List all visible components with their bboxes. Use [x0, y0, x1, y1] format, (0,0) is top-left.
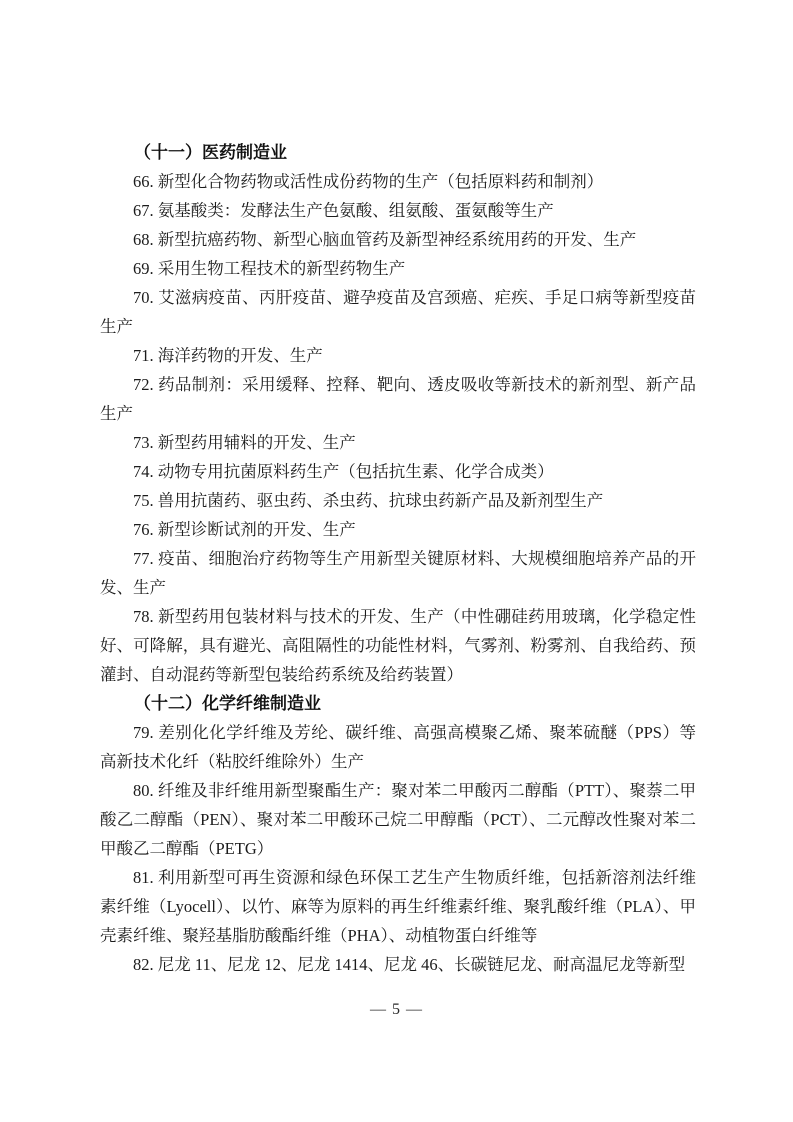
- catalog-item-66: 66. 新型化合物药物或活性成份药物的生产（包括原料药和制剂）: [133, 172, 604, 191]
- catalog-item-68: 68. 新型抗癌药物、新型心脑血管药及新型神经系统用药的开发、生产: [133, 230, 637, 249]
- catalog-item-76: 76. 新型诊断试剂的开发、生产: [133, 520, 356, 539]
- page-number: — 5 —: [370, 1001, 423, 1018]
- section-heading-chem-fiber: （十二）化学纤维制造业: [134, 694, 321, 713]
- catalog-item-80: 80. 纤维及非纤维用新型聚酯生产：聚对苯二甲酸丙二醇酯（PTT）、聚萘二甲酸乙二醇酯（PEN）、聚对苯二甲酸环己烷二甲醇酯（PCT）、二元醇改性聚对苯二甲酸乙二醇酯（PETG）: [100, 781, 696, 858]
- catalog-item-75: 75. 兽用抗菌药、驱虫药、杀虫药、抗球虫药新产品及新剂型生产: [133, 491, 604, 510]
- catalog-item-71: 71. 海洋药物的开发、生产: [133, 346, 323, 365]
- catalog-item-67: 67. 氨基酸类：发酵法生产色氨酸、组氨酸、蛋氨酸等生产: [133, 201, 554, 220]
- catalog-item-78: 78. 新型药用包装材料与技术的开发、生产（中性硼硅药用玻璃，化学稳定性好、可降解，具有避光、高阻隔性的功能性材料，气雾剂、粉雾剂、自我给药、预灌封、自动混药等新型包装给药系统及给药装置）: [100, 607, 696, 684]
- document-content: [100, 138, 696, 979]
- catalog-item-82: 82. 尼龙 11、尼龙 12、尼龙 1414、尼龙 46、长碳链尼龙、耐高温尼龙等新型: [133, 955, 686, 974]
- catalog-item-73: 73. 新型药用辅料的开发、生产: [133, 433, 356, 452]
- catalog-item-77: 77. 疫苗、细胞治疗药物等生产用新型关键原材料、大规模细胞培养产品的开发、生产: [100, 549, 696, 597]
- catalog-item-69: 69. 采用生物工程技术的新型药物生产: [133, 259, 406, 278]
- section-heading-pharma: （十一）医药制造业: [134, 143, 287, 162]
- catalog-item-79: 79. 差别化化学纤维及芳纶、碳纤维、高强高模聚乙烯、聚苯硫醚（PPS）等高新技术化纤（粘胶纤维除外）生产: [100, 723, 696, 771]
- catalog-item-81: 81. 利用新型可再生资源和绿色环保工艺生产生物质纤维，包括新溶剂法纤维素纤维（Lyocell）、以竹、麻等为原料的再生纤维素纤维、聚乳酸纤维（PLA）、甲壳素纤维、聚羟基脂肪酸酯纤维（PHA）、动植物蛋白纤维等: [100, 868, 696, 945]
- catalog-item-72: 72. 药品制剂：采用缓释、控释、靶向、透皮吸收等新技术的新剂型、新产品生产: [100, 375, 696, 423]
- catalog-item-70: 70. 艾滋病疫苗、丙肝疫苗、避孕疫苗及宫颈癌、疟疾、手足口病等新型疫苗生产: [100, 288, 696, 336]
- catalog-item-74: 74. 动物专用抗菌原料药生产（包括抗生素、化学合成类）: [133, 462, 554, 481]
